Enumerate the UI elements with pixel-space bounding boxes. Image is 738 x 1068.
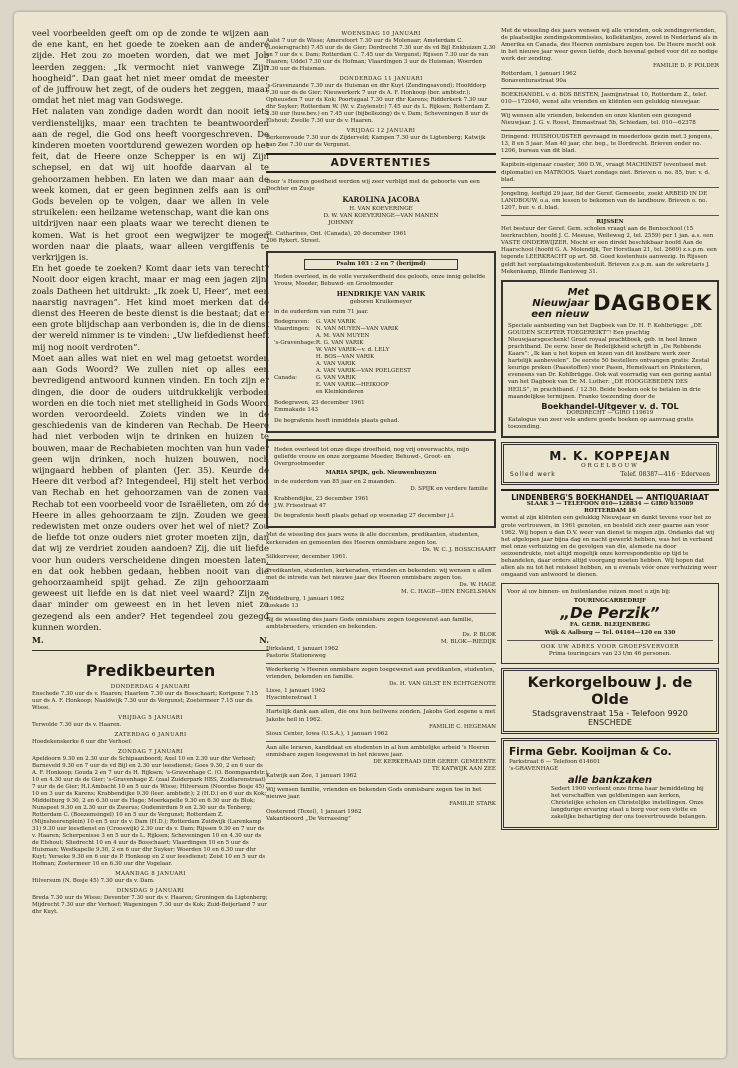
column-right [501, 28, 719, 834]
preek-text: Breda 7.30 uur ds Wisse; Deventer 7.30 uur ds v. Haaren; Groningen da Ligtenberg; Mijdrecht 7.30 uur dhr Verhoef; Wageningen 7.30 uur ds Kok; Zuid-Beijerland 7 uur dhr Kuyt. [32, 894, 268, 915]
wish-place: Rotterdam, 1 januari 1962 Bonaventurastraat 90a [501, 70, 577, 84]
family-place [274, 382, 316, 389]
death-burial: De begrafenis heeft plaats gehad op woensdag 27 december j.l. [274, 513, 455, 520]
birth-announcement [266, 179, 496, 245]
family-name: A. VAN VARIK [315, 361, 356, 368]
wish-place: Oosterend (Texel), 1 januari 1962 Vakantieoord „De Verrassing” [266, 808, 362, 822]
family-place [274, 368, 316, 375]
dagboek-foot: Katalogus van zeer vele andere goede boeken op aanvraag gratis toezending. [508, 416, 694, 431]
wish-place: Dirksland, 1 januari 1962 Pastorie Stationsweg [266, 645, 339, 659]
wish [266, 617, 496, 660]
dagboek-ad [501, 280, 719, 438]
lindenberg-name: LINDENBERG'S BOEKHANDEL — ANTIQUARIAAT [511, 493, 709, 503]
preek-text: Berkenwoude 7.30 uur ds Zijderveld; Kampen 7.30 uur ds Ligtenberg; Katwijk aan Zee 7.30 uur ds Vergunst. [266, 135, 486, 148]
article [32, 28, 269, 645]
dagboek-publisher-sub: DORDRECHT — GIRO 119619 [566, 409, 654, 416]
olde-city: ENSCHEDE [588, 717, 632, 727]
divider [266, 741, 496, 742]
death-age: in de ouderdom van ruim 71 jaar. [274, 309, 369, 316]
divider [266, 705, 496, 706]
wish [266, 709, 496, 737]
koppejan-work: Solled werk [510, 471, 556, 479]
birth-parent: D. W. VAN KOEVERINGE—VAN MANEN [323, 213, 439, 220]
zending-wish [501, 28, 719, 85]
divider [501, 187, 719, 188]
new-year-wishes [266, 532, 496, 822]
wish-place: Sioux Center, Iowa (U.S.A.), 1 januari 1962 [266, 730, 388, 737]
divider [507, 640, 713, 641]
divider [32, 650, 269, 651]
birth-parent: H. VAN KOEVERINGE [349, 206, 413, 213]
death-name: HENDRIKJE VAN VARIK [336, 290, 426, 299]
birth-intro: Door 's Heeren goedheid werden wij zeer verblijd met de geboorte van een Dochter en Zusje [266, 179, 480, 193]
koppejan-phone: Telef. 08387—416 · Ederveen [620, 471, 710, 479]
perzik-addr: Wijk & Aalburg — Tel. 04164—120 en 330 [544, 629, 676, 636]
family-name: H. BOS—VAN VARIK [315, 354, 375, 361]
preek-text: Hoedekenskerke 6 uur dhr Verhoef. [32, 738, 132, 745]
wish-text: Hartelijk dank aan allen, die ons hun heilwens zonden. Jakobs God zegene u met Jakobs heil in 1962. [266, 709, 496, 723]
preek-day: DONDERDAG 11 JANUARI [339, 76, 423, 82]
psalm-ref: Psalm 103 : 2 en 7 (berijmd) [304, 259, 458, 270]
preek-text: Enschede 7.30 uur ds v. Haaren; Haarlem 7.30 uur ds Bosschaart; Korigene 7.15 uur ds A. F. Honkoop; Naaldwijk 7.30 uur ds Vergunst; Zoetermeer 7.15 uur ds Wisse. [32, 690, 259, 711]
small-ad: BOEKHANDEL v. d. BOS BESTEN, Jasmijnstraat 10, Rotterdam Z., telef. 010—172040, wenst alle vrienden en kliënten een gelukkig nieuwjaar. [501, 91, 707, 105]
death-address: Emmakade 143 [274, 407, 319, 414]
preek-block [32, 749, 269, 868]
lindenberg-addr: SLAAK 3 — TELEFOON 010—128834 — GIRO 635089 [526, 501, 694, 508]
article-paragraph: En het goede te zoeken? Komt daar iets van terecht? Nooit door eigen kracht, maar er mag een jagen zijn, zoals Datheen het uitdrukt: „Ik zoek U, Heer’, met een naarstig navragen”. Het kind moet merken dat de dienst des Heeren de beste dienst is die bestaat; dat er een grote blijdschap aan verbonden is, die in de dienst der wereld nimmer is te vinden: „Uw liefdedienst heeft mij nog nooit verdroten”. [32, 263, 269, 352]
article-paragraph: Het nalaten van zondige daden wordt dan nooit iets verdienstelijks, maar een trachten te beantwoorden aan de regel, die God ons heeft voorgeschreven. De kinderen moeten voortdurend gewezen worden op het feit, dat de Heere onze Schepper is en wij Zijn schepsel, en dat wij uit hoofde daarvan al te gehoorzamen hebben. En laten we dan maar aan de week komen, dat er geen beginnen zelfs aan is om Gods bevelen op te volgen, daar we allen in vele struikelen: een heilzame wetenschap, want die kan ons uitdrijven naar een plaats waar we terecht dienen te komen. Wat is het groot een wegwijzer te mogen worden naar die plaats, waar alleen vergiffenis te verkrijgen is. [32, 106, 269, 263]
family-name: N. VAN MUYEN—VAN VARIK [315, 326, 399, 333]
preek-day: WOENSDAG 10 JANUARI [341, 31, 421, 37]
wish-signature: Ds. W. C. J. BOSSCHAART [422, 546, 496, 553]
olde-addr: Stadsgravenstraat 15a - Telefoon 9920 [532, 708, 688, 718]
wish [266, 667, 496, 702]
koppejan-footer [510, 471, 710, 478]
column-middle [266, 28, 496, 823]
perzik-intro: Voor al uw binnen- en buitenlandse reizen moet u zijn bij: [507, 589, 671, 596]
wish-text: Predikanten, studenten, kerkeraden, vrienden en bekenden: wij wensen u allen met de intrede van het nieuwe jaar des Heeren onmisbare zegen toe. [266, 567, 492, 581]
rijssen-ad [501, 219, 719, 276]
divider [501, 130, 719, 131]
lindenberg-text: wenst al zijn kliënten een gelukkig Nieuwjaar en dankt tevens voor het zo grote vertrouwen, in 1961 genoten, en besteld zich zeer gaarne aan voor 1962. Wij hopen u dan D.V. weer van dienst te mogen zijn. Ondanks dat wij het afgelopen jaar bijna dag en nacht gewerkt hebben, was het in verband met onze verhuizing en de gevolgen van die, alsmede na door seizoendrukte, niet altijd mogelijk onze korrespondentie op tijd te behandelen, daar orders altijd voorgang moeten hebben. Wij hopen dat allen als nu tot het reiskeel hebben, en u evenals vóór onze verhuizing weer omgaand van antwoord te dienen. [501, 515, 718, 579]
birth-name: KAROLINA JACOBA [342, 195, 420, 205]
wish-text: Wederkerig 's Heeren onmisbare zegen toegewenst aan predikanten, studenten, vrienden, bekenden en familie. [266, 666, 495, 681]
lindenberg-ad [501, 489, 719, 579]
dagboek-pre [508, 287, 589, 320]
column-left [32, 28, 269, 916]
death-intro: Heden overleed, in de volle verzekerdheid des geloofs, onze innig geliefde Vrouw, Moeder, Behuwd- en Grootmoeder [274, 273, 486, 287]
wish-signature: FAMILIE C. HEGEMAN [429, 723, 496, 730]
kooijman-title: alle bankzaken [567, 775, 653, 786]
preek-block [32, 684, 269, 712]
family-table [274, 319, 411, 396]
preek-text: 's-Gravenzande 7.30 uur ds Huisman en dhr Kuyt (Zendingsavond); Hoofddorp 7.30 uur ds de Gier; Nieuwerkerk 7 uur ds A. F. Honkoop (ber. ambtsdr.); Opheusden 7 uur ds Kok; Poortugaal 7.30 uur dhr Karens; Ridderkerk 7.30 uur dhr Suyker; Rotterdam W. (W. v. Zuylenstr.) 7.45 uur ds L. Rijksen; Rotterdam Z. 2.30 uur (huw.bev.) en 7.45 uur (bijbellezing) ds v. Dam; Scheveningen 8 uur ds Elshout; Zwolle 7.30 uur ds v. Haaren. [266, 83, 491, 124]
preek-text: Aalst 7 uur ds Wisse; Amersfoort 7.30 uur ds Molenaar; Amsterdam C. (Looiersgracht) 7.45 uur ds de Gier; Dordrecht 7.30 uur ds vd Bijl Enkhuizen 2.30 en 7 uur ds v. Dam; Rotterdam C. 7.45 uur ds Vergunst; Rijssen 7.30 uur ds van Haaren; Uddel 7.30 uur ds Hofman; Vlaardingen 3 uur ds Huisman; Woerden 7.30 uur ds Huisman. [266, 38, 496, 72]
wish-signature: FAMILIE D. P. POLDER [652, 63, 719, 70]
perzik-name: „De Perzik” [560, 604, 660, 623]
predikbeurten-title: Predikbeurten [85, 660, 216, 680]
signature-left: M. [32, 634, 44, 645]
newspaper-page [14, 12, 726, 1058]
perzik-groups: OOK UW ADRES VOOR GROEPSVERVOER [540, 643, 680, 650]
preek-block [32, 871, 269, 885]
death-place: Bodegraven, 23 december 1961 [274, 400, 365, 407]
wish-place: Silkkerveer, december 1961. [266, 553, 348, 560]
divider [266, 613, 496, 614]
koppejan-ad [501, 442, 719, 485]
divider [501, 158, 719, 159]
death-name: MARIA SPIJK, geb. Nieuwenhuyzen [325, 469, 437, 476]
dagboek-header [508, 287, 712, 320]
preek-day: DINSDAG 9 JANUARI [116, 887, 185, 894]
wish [266, 568, 496, 611]
wish-place: Middelburg, 1 januari 1962 Loskade 13 [266, 596, 345, 610]
family-place [274, 354, 316, 361]
preek-day: ZATERDAG 6 JANUARI [114, 731, 187, 738]
dagboek-pre-line: Met Nieuwjaar [532, 286, 590, 309]
wish-signature: Ds. P. BLOK M. BLOK—RIEDIJK [440, 631, 496, 645]
perzik-cars: Prima touringcars van 23 t/m 46 personen. [548, 650, 672, 657]
family-place [274, 333, 316, 340]
divider [501, 88, 719, 89]
preek-day: MAANDAG 8 JANUARI [115, 870, 186, 877]
family-place [274, 361, 316, 368]
wish [266, 745, 496, 780]
preek-block [32, 732, 269, 746]
small-ad: Dringend: HUISHOUDSTER gevraagd in moederloos gezin met 3 jongens, 13, 8 en 5 jaar. Man 40 jaar, chr. beg., te Dordrecht. Brieven onder no. 1206, bureau van dit blad. [501, 134, 713, 155]
wish-signature: Ds. H. VAN GILST EN ECHTGENOTE [388, 681, 496, 688]
perzik-ad [501, 583, 719, 664]
kooijman-text: Sedert 1900 verleent onze firma haar bemiddeling bij het verschaffen van geldleningen aan kerken, Christelijke scholen en Christelijke instellingen. Onze langdurige ervaring staat u borg voor een vlotte en zakelijke behartiging der ons toevertrouwde belangen. [551, 786, 707, 821]
preek-day: VRIJDAG 5 JANUARI [118, 714, 183, 721]
family-name: E. VAN VARIK—HEIKOOP [315, 382, 389, 389]
birth-place: St. Catharines, Ont. (Canada), 20 december 1961 [266, 230, 407, 237]
family-name: en Kleinkinderen [315, 389, 364, 396]
dagboek-publisher: Boekhandel-Uitgever v. d. TOL [541, 401, 679, 411]
kooijman-city: 's-GRAVENHAGE [509, 765, 559, 772]
death-notice-van-varik [266, 251, 496, 433]
wish-place: Katwijk aan Zee, 1 januari 1962 [266, 773, 357, 780]
wish-text: Met de wisseling des jaars wens ik alle doccenten, predikanten, studenten, kerkeraden en gemeenten des Heeren onmisbare zegen toe. [266, 532, 480, 546]
preek-day: ZONDAG 7 JANUARI [117, 748, 184, 755]
family-place: Vlaardingen: [274, 326, 310, 333]
preek-block [32, 888, 269, 916]
preek-continued [266, 31, 496, 149]
preek-block [32, 715, 269, 729]
article-signature [32, 635, 269, 645]
dagboek-pre-line: een nieuw [531, 308, 590, 320]
death-notice-spijk [266, 439, 496, 529]
family-place: 's-Gravenhage: [274, 340, 316, 347]
wish-signature: Ds. W. HAGE M. C. HAGE—DEN ENGELSMAN [401, 582, 496, 596]
death-family: D. SPIJK en verdere familie [410, 486, 488, 493]
wish-signature: FAMILIE STARK [449, 801, 496, 808]
rijssen-text: Het bestuur der Geref. Gem. scholen vraagt aan de Benisschool (15 leerkrachten, hoofd J. C. Meeuse, Welleweg 2, tel. 2559) per 1 jan. a.s. een VASTE ONDERWIJZER. Mocht er een direkt beschikbaar hoofd Aan de Haarschool (hoofd G. A. Molendijk, Ter Horstlaan 21, tel. 2669) z.s.p.m. een tegende LEERKRACHT op art. 58. Goed kostenhuis aanwezig. In Rijssen geldt het verplaatsingskostenbesluit. Brieven z.s.p.m. aan de sekretaris J. Mekenkamp, Blinde Banisweg 31. [501, 226, 717, 275]
olde-ad [501, 668, 719, 734]
preek-day: DONDERDAG 4 JANUARI [110, 683, 191, 690]
article-paragraph: veel voorbeelden geeft om op de zonde te wijzen aan de ene kant, en het goede te zoeken aan de andere zijde. Het zou zo moeten worden, dat we met Job leerden zeggen: „Ik vermocht niet vanwege Zijn hoogheid”. Dan gaat het niet meer omdat de meester of de juffrouw het zegt, of de ouders het zeggen, maar omdat het niet mag van Godswege. [32, 28, 269, 106]
family-name: A. VAN VARIK—VAN POELGEEST [315, 368, 411, 375]
dagboek-text: Speciale aanbieding van het Dagboek van Dr. H. F. Kohlbrügge: „DE GOUDEN SCEPTER TOEGEREIKT”! Een prachtig Nieuwjaarsgeschenk! Groot royaal prachtboek, geb. in heel linnen prachtband. De eerw. heer de Redelijkheid schrijft in „De Rebbende Kaars”: „Ik kan u het kopen en lezen van dit kostbare werk zeer hartelijk aanbevelen”. De eerste 50 bestellers ontvangen gratis: Zestal keurige preken (Paasstoffen) voor Pasen, Hemelvaart en Pinksteren, eveneens van Dr. Kohlbrügge. Ook wat voorradig van een gering aantal van het Dagboek van Dr. M. Luther: „DE HOOGGEBEDEN DES HEILS”, in prachtband. / 12.50. Beide boeken ook te betalen in drie maandelijkse termijnen. Franko toezending door de [508, 322, 712, 400]
death-place: Krabbendijke, 23 december 1961 [274, 496, 369, 503]
death-born: geboren Kruikemeyer [350, 299, 412, 306]
rijssen-title: RIJSSEN [596, 218, 624, 225]
kooijman-addr: Parkstraat 6 — Telefoon 614601 [509, 758, 601, 765]
preek-day: VRIJDAG 12 JANUARI [346, 128, 416, 134]
lindenberg-city: ROTTERDAM 16 [584, 508, 636, 515]
death-burial: De begrafenis heeft inmiddels plaats gehad. [274, 417, 400, 424]
divider [501, 215, 719, 216]
birth-sibling: JOHNNY [328, 220, 354, 227]
preek-text: Terwolde 7.30 uur ds v. Haaren. [32, 721, 122, 728]
wish-text: Met de wisseling des jaars wensen wij alle vrienden, ook zendingsvrienden, de plaatselijke zendingskommissies, kollektantjes, zowel in Nederland als in Amerika en Canada, des Heeren onmisbare zegen toe. De Heere mocht ook in het nieuwe jaar weer geven liefde, doch bovenal gebed voor dit zo nodige werk der zending. [501, 28, 718, 63]
divider [501, 109, 719, 110]
small-ad: Kapitein-eigenaar coaster, 360 D.W., vraagt MACHINIST (eventueel met diplomatie) en MATROOS. Vaart zondags niet. Brieven o. no. 85, bur. v. d. blad. [501, 162, 710, 183]
wish-text: Bij de wisseling des jaars Gods onmisbare zegen toegewenst aan familie, ambtsbroeders, vrienden en bekenden. [266, 617, 474, 631]
death-address: J.W. Frisostraat 47 [274, 503, 327, 510]
wish [266, 532, 496, 560]
small-ads [501, 92, 719, 212]
signature-right: N. [259, 634, 269, 645]
divider [266, 564, 496, 565]
kooijman-name: Firma Gebr. Kooijman & Co. [509, 745, 672, 758]
wish-text: Wij wensen familie, vrienden en bekenden Gods onmisbare zegen toe in het nieuwe jaar. [266, 787, 482, 801]
koppejan-sub: ORGELBOUW [581, 463, 639, 470]
preek-text: Hilversum (N. Bosje 45) 7.30 uur ds v. Dam. [32, 877, 155, 884]
death-intro: Heden overleed tot onze diepe droefheid, nog vrij onverwachts, mijn geliefde vrouw en onze zorgzame Moeder, Behuwd-, Groot- en Overgrootmoeder [274, 446, 470, 467]
death-age: in de ouderdom van 85 jaar en 2 maanden. [274, 478, 396, 485]
perzik-owner: FA. GEBR. BLEIJENBERG [569, 622, 651, 629]
small-ad: Jongeling, leeftijd 29 jaar, lid der Geref. Gemeente, zoekt ARBEID IN DE LANDBOUW, o.a. om lessen te bekomen van de landbouw. Brieven o. no. 1207, bur. v. d. blad. [501, 190, 708, 211]
divider [266, 783, 496, 784]
family-name: A. M. VAN MUYEN [315, 333, 370, 340]
family-name: W. VAN VARIK—v. d. LELY [315, 347, 390, 354]
advertenties-header: ADVERTENTIES [266, 153, 496, 173]
wish-signature: DE KERKERAAD DER GEREF. GEMEENTE TE KATWIJK AAN ZEE [373, 758, 496, 773]
family-name: G. VAN VARIK [315, 319, 356, 326]
birth-address: 206 Rykert. Street. [266, 237, 321, 244]
article-paragraph: Moet aan alles wat niet en wel mag getoetst worden aan Gods Woord? We zullen niet op alles een bevredigend antwoord kunnen vinden. En toch zijn er dingen, die door de ouders uitdrukkelijk verboden worden en die toch niet met stelligheid in Gods Woord worden veroordeeld. Zoiets vinden we in de geschiedenis van de kinderen van Rechab. De Heere had niet verboden wijn te drinken en huizen te bouwen, maar de Rechabieten mochten van hun vader geen wijn drinken, noch huizen bouwen, noch wijngaard hebben of planten (Jer. 35). Keurde de Heere dit verbod af? Integendeel, Hij stelt het verbod van Rechab en het gehoorzamen van de zonen van Rechab tot een voorbeeld voor de Israëlieten, om zó de Heere in alles gehoorzaam te zijn. Zouden we geen redewisten met onze ouders over het wel of niet? Zou de liefde tot onze ouders niet groter moeten zijn, dan dat wij ze verdriet zouden aandoen? Zij, die uit liefde voor hun ouders verscheidene dingen moesten laten, en dat ook hebben gedaan, hebben nooit van die gehoorzaamheid spijt gehad. Ze zijn gehoorzaam geweest uit liefde en is dat niet veel waard? Zijn ze daar minder om geweest en in het leven niet zo gezegend als een ander? Het tegendeel zou gezegd kunnen worden. [32, 352, 269, 632]
family-place: Canada: [274, 375, 297, 382]
wish-place: Lisse, 1 januari 1962 Hyacintenstraat 1 [266, 688, 326, 702]
family-name: R. G. VAN VARIK [315, 340, 364, 347]
koppejan-name: M. K. KOPPEJAN [549, 449, 671, 464]
wish [266, 787, 496, 822]
olde-name: Kerkorgelbouw J. de Olde [527, 674, 693, 708]
perzik-sub: TOURINGCARBEDRIJF [573, 598, 647, 605]
family-place [274, 347, 316, 354]
small-ad: Wij wensen alle vrienden, bekenden en onze klanten een gezegend Nieuwjaar. J. G. v. Roest, Emmastraat 5b, Schiedam, tel. 010—62378 [501, 112, 696, 127]
divider [266, 663, 496, 664]
family-place: Bodegraven: [274, 319, 310, 326]
family-place [274, 389, 316, 396]
dagboek-title: DAGBOEK [593, 290, 712, 315]
preek-text: Apeldoorn 9.30 en 2.30 uur ds Schipaanboord; Axel 10 en 2.30 uur dhr Verhoef; Barneveld 9.30 en 7 uur ds vd Bijl en 2.30 uur leesdienst; Goes 9.30, 2 en 6 uur ds A. F. Honkoop; Gouda 2 en 7 uur ds H. Rijksen; 's-Gravenhage C. (O. Boomgaardstr.) 10 en 4.30 uur ds de Gier; 's-Gravenhage Z. (zaal Zuiderpark HBS, Zuidlarenstraat) 7 uur ds de Gier; H.I.Ambacht 10 en 5 uur ds Wisse; Hilversum (Noordse Bosje 45) 10 en 3 uur ds Karens; Krabbendijke 9.30 (leer. ambtsdr.); 2 (H.D.) en 6 uur ds Kok; Middelburg 9.30, 2 en 6.30 uur ds Hage; Moerkapelle 9.30 en 6.30 uur ds Blok; Nunspeet 9.30 en 2.30 uur ds Zwerus; Oudemirdum 9 en 2.30 uur ds Tenberg; Rotterdam C. (Boezemsingel) 10 en 5 uur ds Vergunst; Rotterdam Z. (Mijnsheerenplein) 10 en 5 uur ds v. Dam (H.D.); Rotterdam Zuidwijk (Larenkamp 31) 9.30 uur leesdienst en (Crooswijk) 2.30 uur ds v. Dam; Rijssen 9.30 en 7 uur ds v. Haaren; Scherpenisse 3 en 5 uur ds L. Rijksen; Scheveningen 10 en 4.30 uur ds de Elshout; Sliedrecht 10 en 4 uur ds Bosschaart; Vlaardingen 10 en 5 uur ds Huisman; Westkapelle 9.30, 2 en 6 uur dhr Suyker; Woerden 10 en 6.30 uur dhr Kuyt; Yerseke 9.30 en 6 uur ds P. Honkoop en 2 uur leesdienst; Zeist 10 en 5 uur ds Hofman; Zoetermeer 10 en 6.30 uur dhr Vogelaar. [32, 755, 268, 867]
family-name: G. VAN VARIK [315, 375, 356, 382]
kooijman-ad [501, 738, 719, 830]
wish-text: Aan alle leraren, kandidaat en studenten in al hun ambtelijke arbeid 's Heeren onmisbare zegen toegewenst in het nieuwe jaar. [266, 744, 490, 758]
